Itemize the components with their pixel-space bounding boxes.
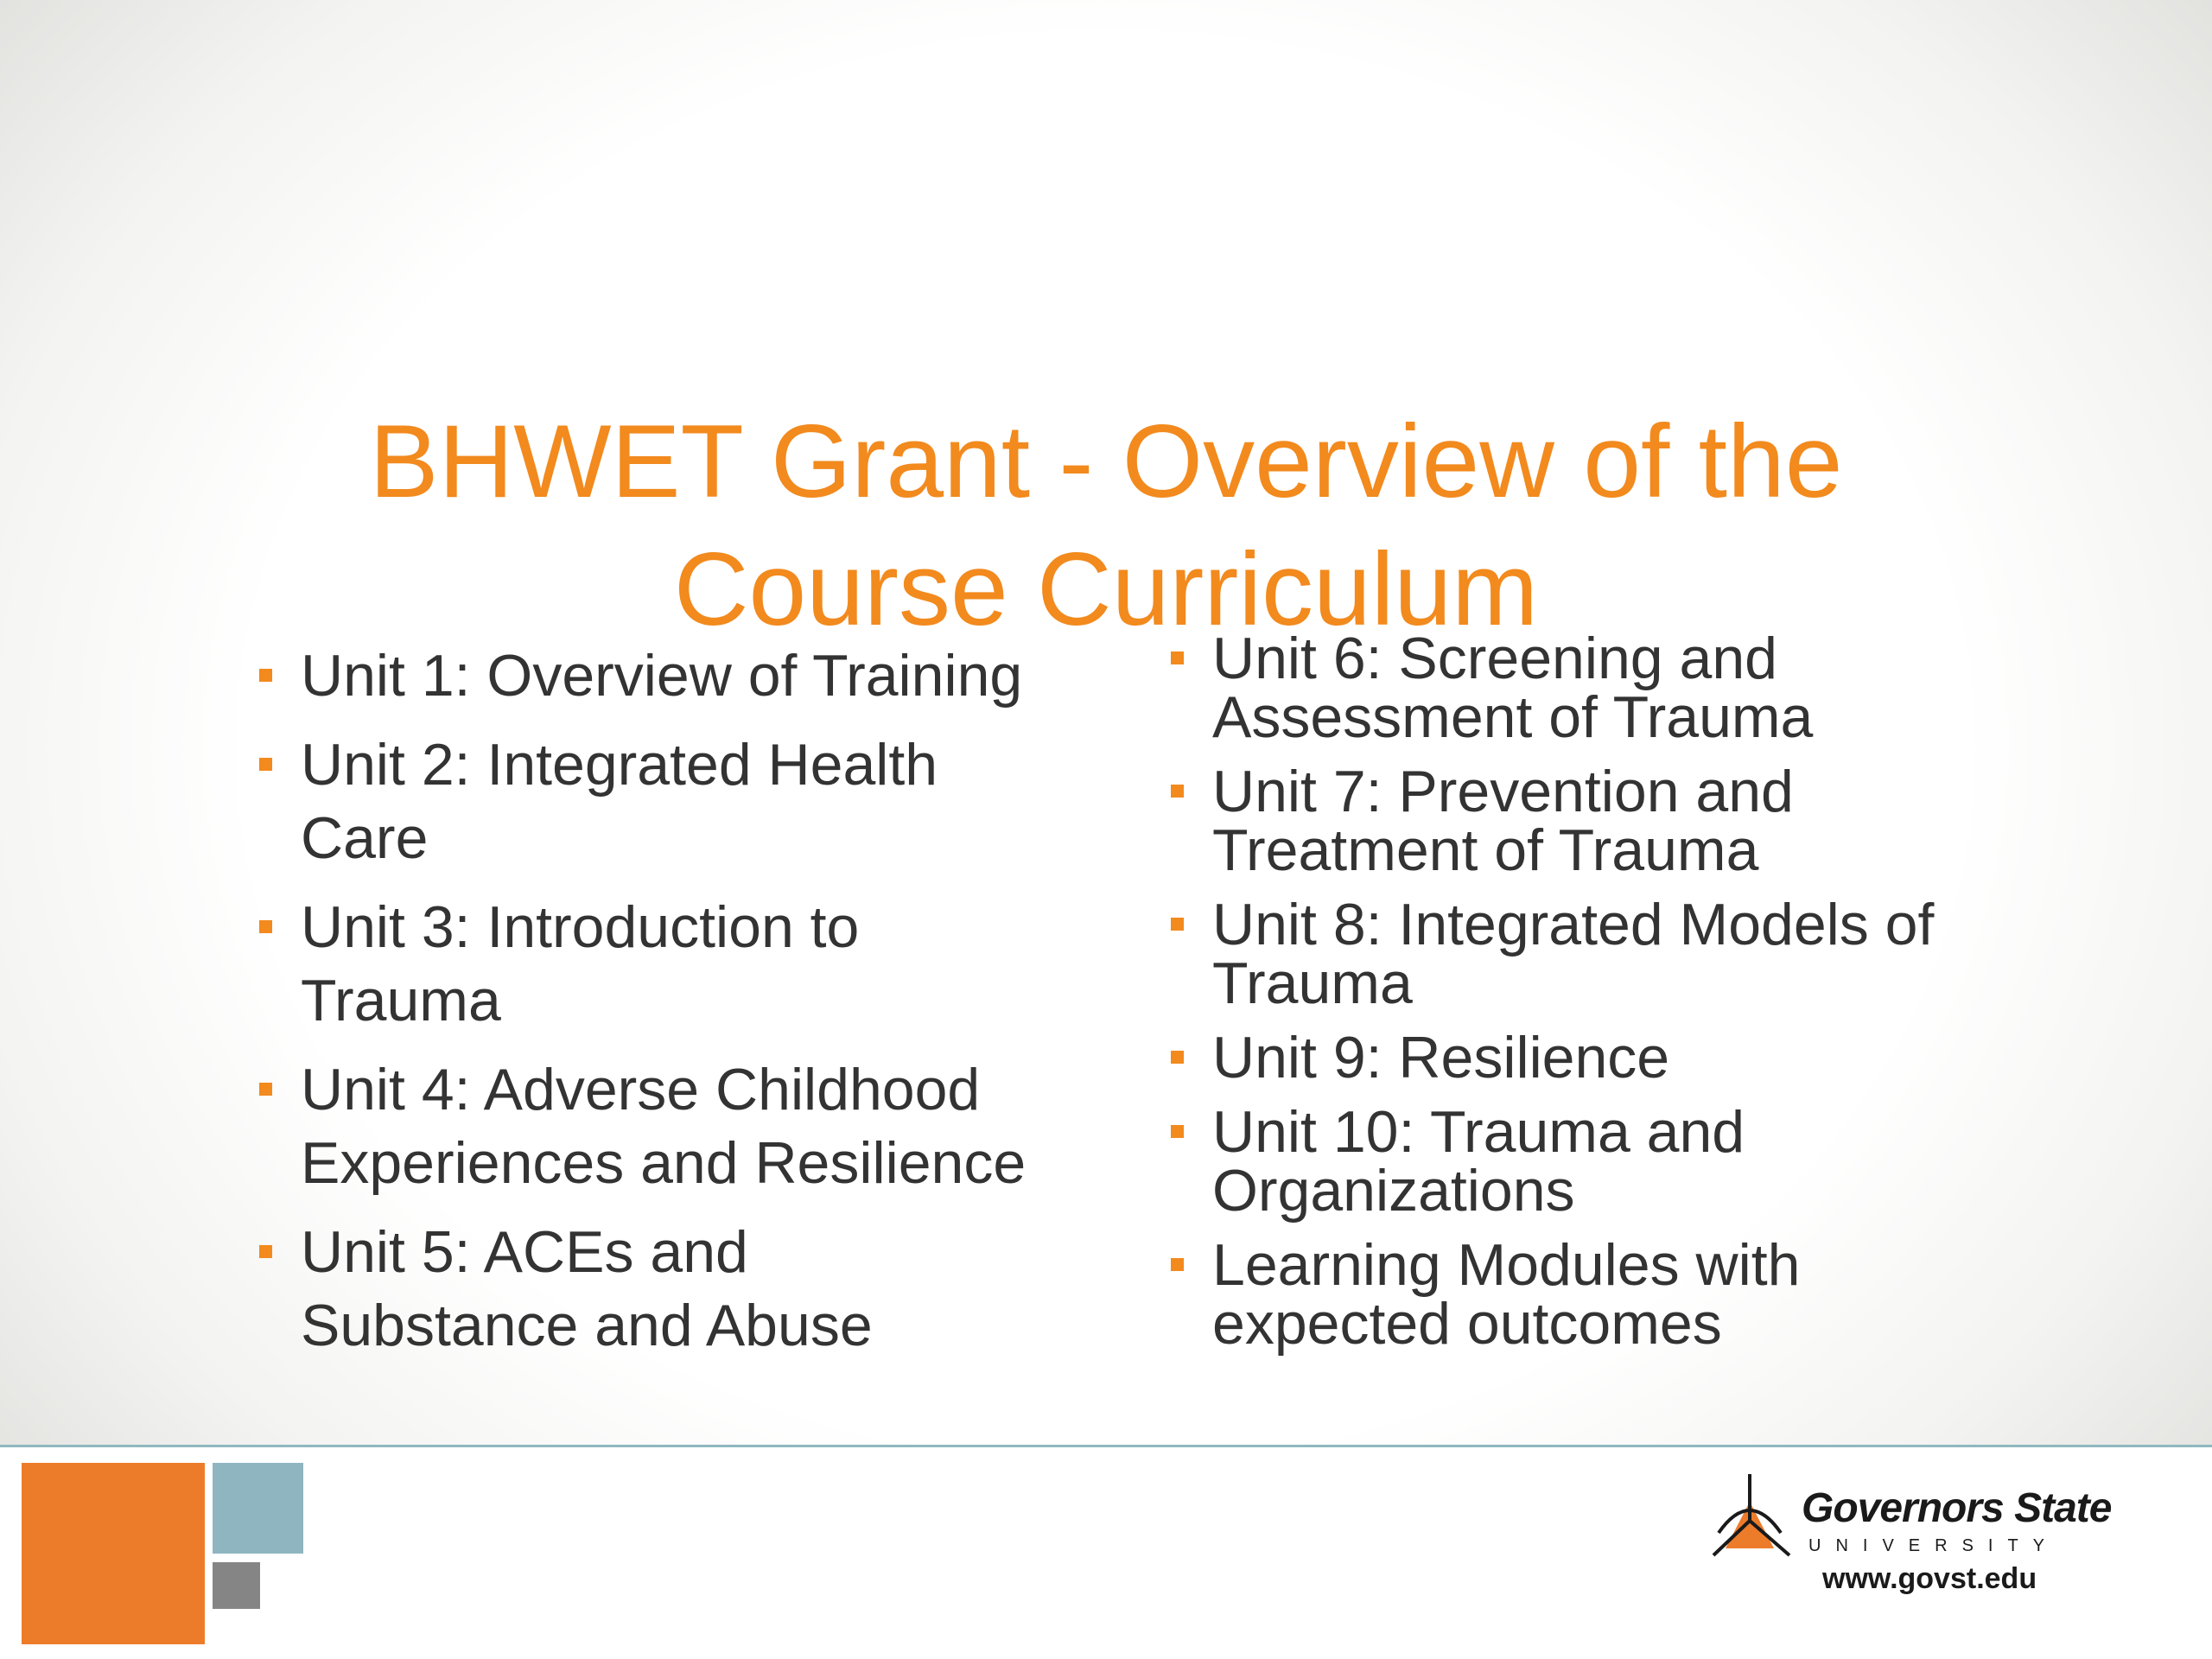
square-bullet-icon bbox=[1171, 1125, 1184, 1138]
list-item-line-2: Assessment of Trauma bbox=[1212, 684, 1814, 750]
square-bullet-icon bbox=[259, 1083, 272, 1096]
list-item-line-1: Learning Modules with bbox=[1212, 1232, 1801, 1298]
square-bullet-icon bbox=[1171, 1051, 1184, 1064]
curriculum-list-right bbox=[1171, 626, 2078, 1369]
list-item-line-1: Unit 3: Introduction to bbox=[301, 894, 860, 960]
decorative-blue-square bbox=[213, 1463, 303, 1554]
logo-name: Governors State bbox=[1802, 1485, 2112, 1531]
slide-title-line-1: BHWET Grant - Overview of the bbox=[369, 404, 1843, 520]
list-item-line-1: Unit 5: ACEs and bbox=[301, 1219, 748, 1285]
list-item-line-2: Substance and Abuse bbox=[301, 1293, 873, 1358]
list-item-line-1: Unit 10: Trauma and bbox=[1212, 1099, 1745, 1165]
square-bullet-icon bbox=[1171, 1258, 1184, 1271]
list-item bbox=[259, 891, 1080, 1038]
square-bullet-icon bbox=[259, 669, 272, 682]
footer-divider bbox=[0, 1445, 2212, 1447]
list-item bbox=[1171, 1025, 2078, 1090]
list-item-line-2: Treatment of Trauma bbox=[1212, 817, 1759, 883]
list-item bbox=[1171, 892, 2078, 1016]
curriculum-list-left bbox=[259, 639, 1080, 1378]
list-item-line-2: Experiences and Resilience bbox=[301, 1130, 1027, 1196]
list-item-line-2: Trauma bbox=[301, 968, 501, 1033]
list-item-line-1: Unit 2: Integrated Health bbox=[301, 732, 938, 798]
list-item bbox=[1171, 626, 2078, 750]
list-item-line-1: Unit 6: Screening and bbox=[1212, 626, 1777, 691]
list-item-line-1: Unit 4: Adverse Childhood bbox=[301, 1057, 981, 1122]
list-item-line-2: expected outcomes bbox=[1212, 1291, 1722, 1357]
list-item-line-1: Unit 9: Resilience bbox=[1212, 1025, 1670, 1090]
list-item bbox=[259, 728, 1080, 875]
governors-state-logo-icon bbox=[1707, 1469, 1802, 1564]
square-bullet-icon bbox=[259, 920, 272, 933]
list-item-line-1: Unit 1: Overview of Training bbox=[301, 643, 1023, 709]
university-logo bbox=[1707, 1469, 2121, 1607]
square-bullet-icon bbox=[1171, 652, 1184, 664]
list-item bbox=[259, 1053, 1080, 1200]
list-item bbox=[259, 639, 1080, 713]
list-item-line-2: Trauma bbox=[1212, 950, 1413, 1016]
list-item bbox=[1171, 1232, 2078, 1357]
list-item bbox=[1171, 759, 2078, 883]
list-item-line-2: Care bbox=[301, 805, 429, 871]
slide-title-line-2: Course Curriculum bbox=[673, 531, 1539, 648]
list-item bbox=[1171, 1099, 2078, 1224]
square-bullet-icon bbox=[1171, 785, 1184, 798]
list-item-line-1: Unit 8: Integrated Models of bbox=[1212, 892, 1935, 957]
university-url: www.govst.edu bbox=[1822, 1562, 2037, 1595]
list-item-line-1: Unit 7: Prevention and bbox=[1212, 759, 1794, 824]
list-item bbox=[259, 1216, 1080, 1363]
square-bullet-icon bbox=[259, 1245, 272, 1258]
square-bullet-icon bbox=[259, 758, 272, 771]
list-item-line-2: Organizations bbox=[1212, 1158, 1575, 1224]
square-bullet-icon bbox=[1171, 918, 1184, 931]
logo-subtitle: UNIVERSITY bbox=[1808, 1536, 2060, 1555]
slide-title bbox=[121, 397, 2091, 653]
decorative-orange-square bbox=[22, 1463, 205, 1644]
decorative-gray-square bbox=[213, 1562, 260, 1609]
